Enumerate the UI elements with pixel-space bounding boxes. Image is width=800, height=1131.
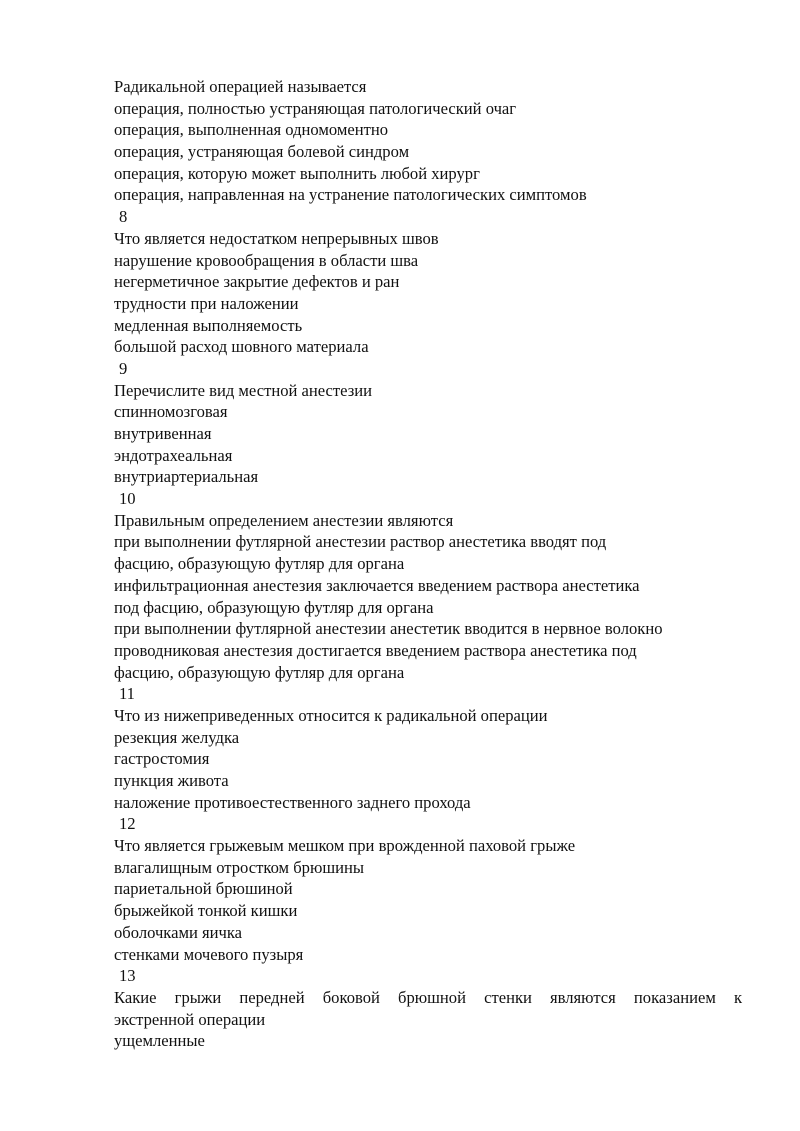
word: к (733, 987, 742, 1007)
answer-option: брыжейкой тонкой кишки (114, 901, 298, 921)
word: брюшной (398, 987, 466, 1007)
answer-option: трудности при наложении (114, 293, 299, 313)
answer-option: при выполнении футлярной анестезии анестетик вводится в нервное волокно (114, 619, 663, 639)
answer-option: инфильтрационная анестезия заключается введением раствора анестетика (114, 575, 640, 595)
word: передней (239, 987, 305, 1007)
answer-option: стенками мочевого пузыря (114, 944, 304, 964)
answer-option: операция, которую может выполнить любой хирург (114, 163, 480, 183)
answer-option: операция, полностью устраняющая патологический очаг (114, 98, 517, 118)
answer-option-continuation: фасцию, образующую футляр для органа (114, 662, 405, 682)
word: стенки (484, 987, 532, 1007)
answer-option: нарушение кровообращения в области шва (114, 250, 419, 270)
question-text: Что является недостатком непрерывных швов (114, 228, 439, 248)
question-text-continuation: экстренной операции (114, 1009, 266, 1029)
answer-option-continuation: под фасцию, образующую футляр для органа (114, 597, 434, 617)
answer-option: наложение противоестественного заднего прохода (114, 792, 471, 812)
question-text: Правильным определением анестезии являются (114, 510, 454, 530)
word: грыжи (174, 987, 222, 1007)
question-number: 10 (119, 489, 136, 509)
answer-option: эндотрахеальная (114, 445, 233, 465)
question-text: Что из нижеприведенных относится к радикальной операции (114, 705, 548, 725)
question-number: 13 (119, 966, 136, 986)
answer-option: операция, направленная на устранение патологических симптомов (114, 185, 587, 205)
answer-option: ущемленные (114, 1031, 205, 1051)
answer-option: большой расход шовного материала (114, 337, 369, 357)
word: являются (550, 987, 616, 1007)
answer-option: внутриартериальная (114, 467, 259, 487)
question-text: Перечислите вид местной анестезии (114, 380, 373, 400)
answer-option: пункция живота (114, 771, 229, 790)
answer-option: проводниковая анестезия достигается введением раствора анестетика под (114, 640, 637, 660)
answer-option: резекция желудка (114, 727, 240, 747)
document-page (114, 76, 742, 1052)
answer-option: париетальной брюшиной (114, 879, 293, 899)
question-text: Что является грыжевым мешком при врожденной паховой грыже (114, 836, 576, 856)
word: показанием (633, 987, 716, 1007)
answer-option: оболочками яичка (114, 922, 243, 942)
question-text: Радикальной операцией называется (114, 77, 367, 96)
answer-option: внутривенная (114, 424, 212, 443)
answer-option: спинномозговая (114, 402, 228, 422)
answer-option: медленная выполняемость (114, 315, 303, 335)
question-number: 8 (119, 207, 128, 227)
word: Какие (114, 987, 157, 1007)
answer-option: влагалищным отростком брюшины (114, 857, 365, 877)
answer-option: негерметичное закрытие дефектов и ран (114, 272, 400, 292)
word: боковой (322, 987, 380, 1007)
answer-option: операция, выполненная одномоментно (114, 120, 389, 140)
question-number: 11 (119, 684, 135, 704)
question-text-justified (114, 987, 742, 1009)
answer-option: гастростомия (114, 749, 210, 769)
answer-option: операция, устраняющая болевой синдром (114, 142, 410, 162)
question-number: 9 (119, 358, 128, 378)
answer-option-continuation: фасцию, образующую футляр для органа (114, 554, 405, 574)
answer-option: при выполнении футлярной анестезии раствор анестетика вводят под (114, 532, 607, 552)
question-number: 12 (119, 814, 136, 834)
